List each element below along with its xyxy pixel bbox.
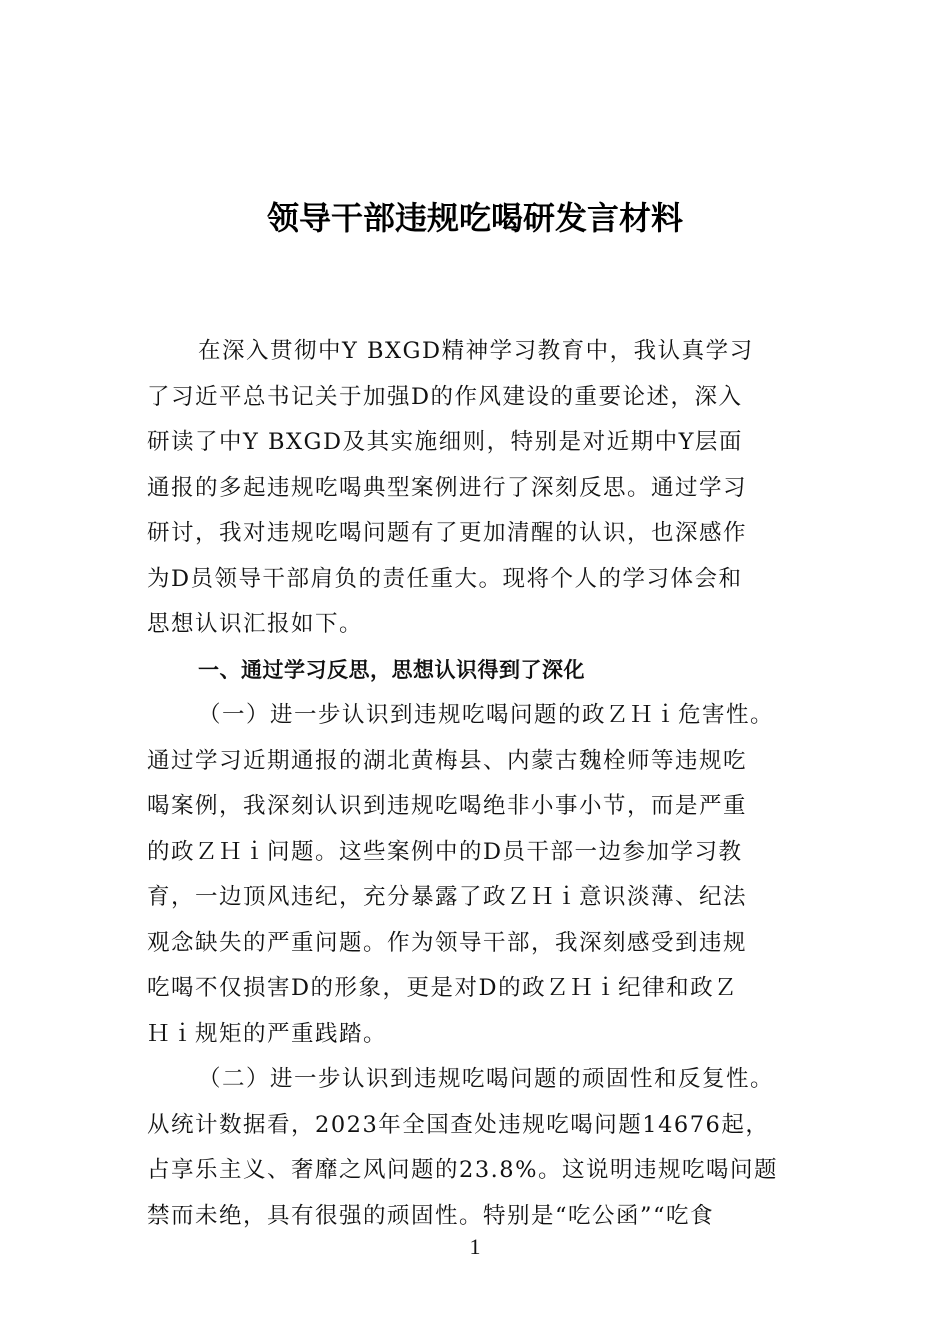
paragraph-line: 思想认识汇报如下。 [147, 611, 364, 637]
paragraph-line: 占享乐主义、奢靡之风问题的23.8%。这说明违规吃喝问题 [147, 1157, 778, 1183]
paragraph-line: 育，一边顶风违纪，充分暴露了政ＺＨｉ意识淡薄、纪法 [147, 884, 748, 910]
paragraph-line: 观念缺失的严重问题。作为领导干部，我深刻感受到违规 [147, 929, 748, 956]
paragraph-line: 为D员领导干部肩负的责任重大。现将个人的学习体会和 [147, 565, 743, 592]
paragraph-line: 通过学习近期通报的湖北黄梅县、内蒙古魏栓师等违规吃 [147, 747, 748, 774]
paragraph-line: 通报的多起违规吃喝典型案例进行了深刻反思。通过学习 [147, 474, 748, 501]
document-body [147, 329, 809, 1239]
page-number: 1 [469, 1234, 481, 1259]
paragraph-line: 禁而未绝，具有很强的顽固性。特别是“吃公函”“吃食 [147, 1202, 715, 1229]
paragraph-line: 从统计数据看，2023年全国查处违规吃喝问题14676起， [147, 1111, 770, 1138]
document-title: 领导干部违规吃喝研发言材料 [266, 199, 683, 237]
paragraph-line: 研讨，我对违规吃喝问题有了更加清醒的认识，也深感作 [147, 520, 748, 546]
paragraph-line: 的政ＺＨｉ问题。这些案例中的D员干部一边参加学习教 [147, 838, 743, 865]
paragraph-line: 研读了中Y BXGD及其实施细则，特别是对近期中Y层面 [147, 429, 743, 455]
paragraph-line: 喝案例，我深刻认识到违规吃喝绝非小事小节，而是严重 [147, 793, 748, 819]
subsection-heading-line: （一）进一步认识到违规吃喝问题的政ＺＨｉ危害性。 [198, 702, 775, 728]
subsection-heading-line: （二）进一步认识到违规吃喝问题的顽固性和反复性。 [198, 1066, 775, 1092]
paragraph-line: 了习近平总书记关于加强D的作风建设的重要论述，深入 [147, 383, 743, 410]
paragraph-line: 在深入贯彻中Y BXGD精神学习教育中，我认真学习 [198, 338, 754, 364]
section-heading: 一、通过学习反思，思想认识得到了深化 [198, 657, 585, 682]
paragraph-line: 吃喝不仅损害D的形象，更是对D的政ＺＨｉ纪律和政Ｚ [147, 975, 739, 1001]
paragraph-line: Ｈｉ规矩的严重践踏。 [147, 1020, 388, 1047]
